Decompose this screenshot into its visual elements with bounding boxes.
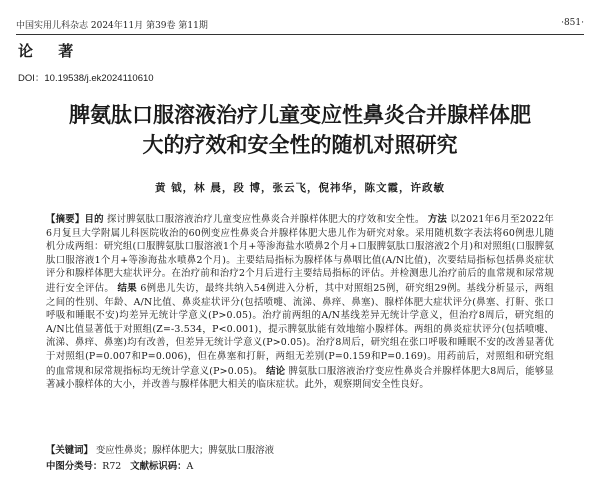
journal-citation: 中国实用儿科杂志 2024年11月 第39卷 第11期 <box>16 21 208 31</box>
header-rule <box>16 34 584 35</box>
abstract-objective: 探讨脾氨肽口服溶液治疗儿童变应性鼻炎合并腺样体肥大的疗效和安全性。 <box>106 214 425 225</box>
doc-code-value: A <box>186 461 194 472</box>
keywords-label: 【关键词】 <box>46 444 93 455</box>
classification <box>46 458 554 472</box>
keywords <box>46 442 554 456</box>
abstract-label: 【摘要】目的 <box>46 213 104 224</box>
keywords-text: 变应性鼻炎；腺样体肥大；脾氨肽口服溶液 <box>95 445 275 456</box>
title-line-1: 脾氨肽口服溶液治疗儿童变应性鼻炎合并腺样体肥 <box>69 102 531 127</box>
abstract-methods: 以2021年6月至2022年6月复旦大学附属儿科医院收治的60例变应性鼻炎合并腺样体肥大患儿作为研究对象。采用随机数字表法将60例患儿随机分成两组：研究组(口服脾氨肽口服溶液1个月+等渗海盐水喷鼻2个月+口服脾氨肽口服溶液2个月)和对照组(口服脾氨肽口服溶液1个月+等渗海盐水喷鼻2个月)。主要结局指标为腺样体与鼻咽比值(A/N比值)，次要结局指标包括鼻炎症状评分和腺样体肥大症状评分。在治疗前和治疗2个月后进行主要结局指标的评估。并检测患儿治疗前后的血常规和尿常规进行安全评估。 <box>46 214 555 294</box>
abstract-results: 6例患儿失访，最终共纳入54例进入分析，其中对照组25例，研究组29例。基线分析显示，两组之间的性别、年龄、A/N比值、鼻炎症状评分(包括喷嚏、流涕、鼻痒、鼻塞)、腺样体肥大症状评分(鼻塞、打鼾、张口呼吸和睡眠不安)均差异无统计学意义(P>0.05)。治疗前两组的A/N基线差异无统计学意义，但治疗8周后，研究组的A/N比值显著低于对照组(Z=-3.534，P<0.001)，提示脾氨肽能有效地缩小腺样体。两组的鼻炎症状评分(包括喷嚏、流涕、鼻痒、鼻塞)均有改善，但差异无统计学意义(P>0.05)。治疗8周后，研究组在张口呼吸和睡眠不安的改善显著优于对照组(P=0.007和P=0.006)，但在鼻塞和打鼾，两组无差别(P=0.159和P=0.169)。用药前后，对照组和研究组的血常规和尿常规指标均无统计学意义(P>0.05)。 <box>46 282 554 377</box>
clc-label: 中图分类号： <box>46 460 103 471</box>
abstract-conclusion: 脾氨肽口服溶液治疗变应性鼻炎合并腺样体肥大8周后，能够显著减小腺样体的大小，并改善与腺样体肥大相关的临床症状。此外，观察期间安全性良好。 <box>46 365 554 391</box>
results-label: 结果 <box>117 281 137 293</box>
abstract <box>46 212 554 392</box>
running-header <box>16 18 584 32</box>
section-label: 论 著 <box>18 42 84 60</box>
conclusion-label: 结论 <box>266 364 286 376</box>
clc-value: R72 <box>102 461 122 472</box>
author-list: 黄 钺，林 晨，段 博，张云飞，倪祎华，陈文霞，许政敏 <box>155 182 445 194</box>
title-line-2: 大的疗效和安全性的随机对照研究 <box>142 132 458 157</box>
article-title <box>18 100 582 160</box>
doc-code-label: 文献标识码： <box>130 460 187 471</box>
doi: DOI：10.19538/j.ek2024110610 <box>18 73 154 84</box>
page-number: ·851· <box>561 18 584 28</box>
methods-label: 方法 <box>427 213 448 224</box>
